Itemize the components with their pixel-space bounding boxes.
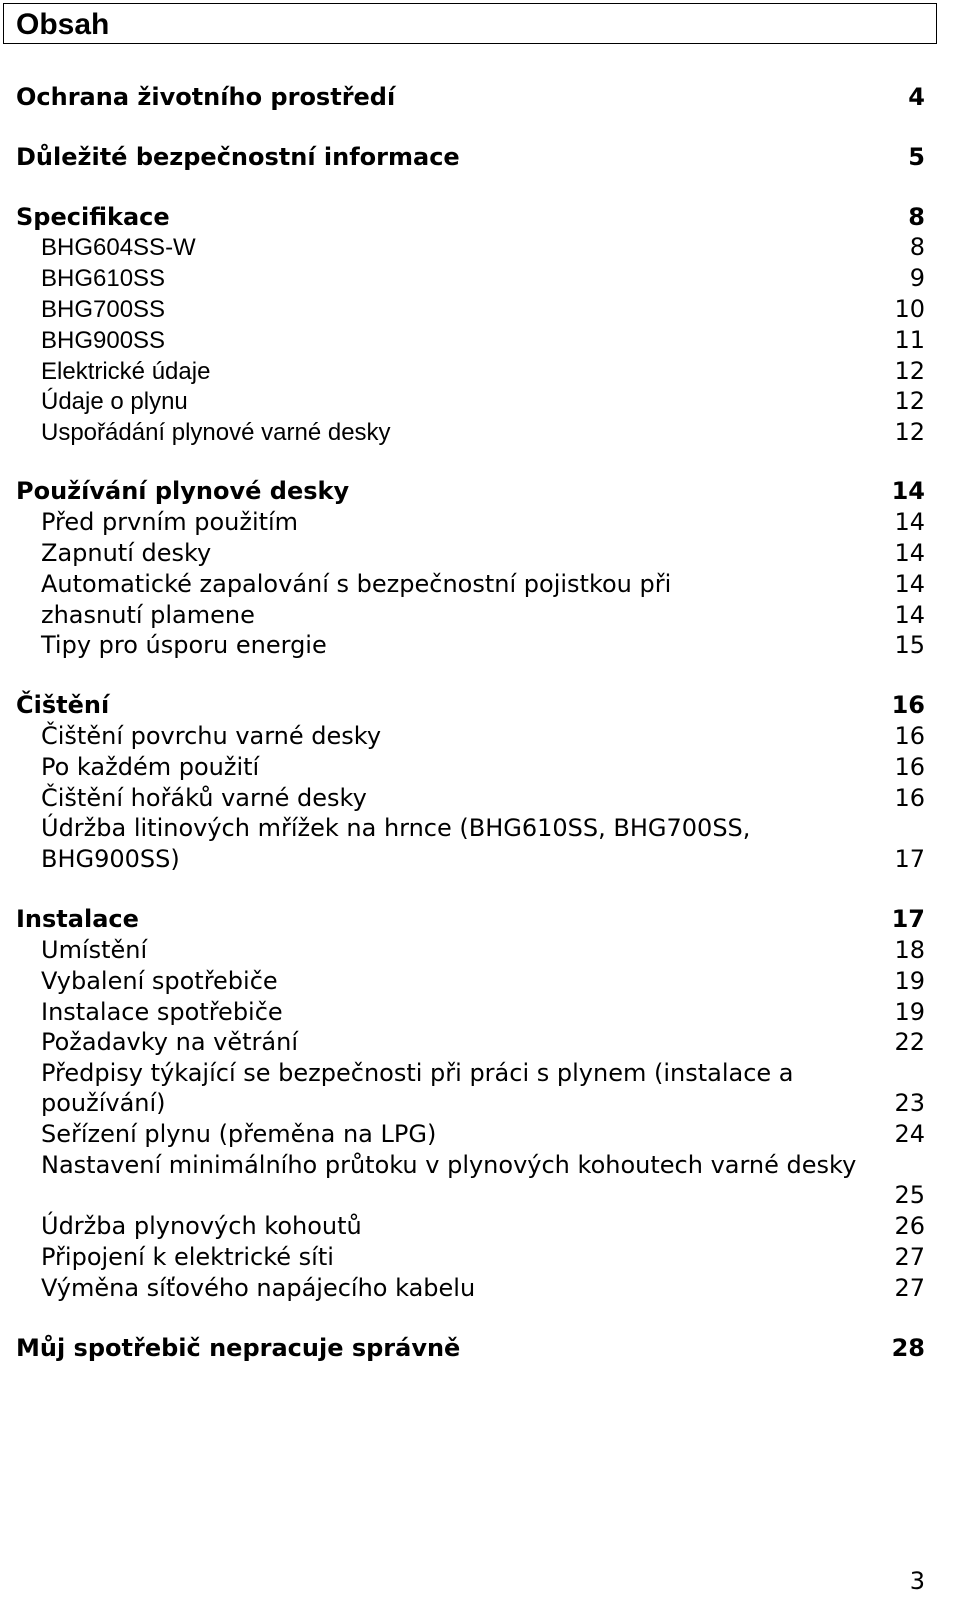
toc-entry-page: 14 (894, 570, 925, 598)
toc-entry-page: 14 (894, 539, 925, 567)
toc-entry-label: Seřízení plynu (přeměna na LPG) (41, 1120, 437, 1148)
toc-entry-page: 10 (894, 295, 925, 323)
toc-entry-page: 16 (894, 753, 925, 781)
toc-entry-page: 14 (894, 508, 925, 536)
toc-subentry[interactable] (0, 1242, 960, 1273)
toc-subentry[interactable] (0, 386, 960, 417)
toc-entry-page: 16 (894, 722, 925, 750)
toc-subentry[interactable] (0, 997, 960, 1028)
toc-section-entry[interactable] (0, 1333, 960, 1364)
toc-entry-label: Nastavení minimálního průtoku v plynových kohoutech varné desky (41, 1151, 857, 1179)
toc-section-entry[interactable] (0, 142, 960, 173)
toc-entry-page: 8 (908, 203, 925, 231)
toc-subentry[interactable] (0, 600, 960, 631)
toc-entry-label: používání) (41, 1089, 166, 1117)
toc-entry-page: 19 (894, 998, 925, 1026)
toc-subentry[interactable] (0, 507, 960, 538)
toc-entry-page: 28 (891, 1334, 925, 1362)
toc-entry-label: Automatické zapalování s bezpečnostní pojistkou při (41, 570, 672, 598)
toc-entry-page: 14 (894, 601, 925, 629)
toc-subentry[interactable] (0, 417, 960, 448)
toc-entry-label: Čištění (16, 691, 110, 719)
toc-entry-page: 14 (891, 477, 925, 505)
toc-entry-label: Před prvním použitím (41, 508, 299, 536)
toc-subentry[interactable] (0, 844, 960, 875)
toc-subentry[interactable] (0, 538, 960, 569)
toc-entry-page: 18 (894, 936, 925, 964)
toc-entry-label: Po každém použití (41, 753, 260, 781)
toc-subentry[interactable] (0, 935, 960, 966)
toc-entry-page: 24 (894, 1120, 925, 1148)
toc-entry-label: Ochrana životního prostředí (16, 83, 396, 111)
toc-entry-label: Předpisy týkající se bezpečnosti při práci s plynem (instalace a (41, 1059, 794, 1087)
toc-entry-label: Čištění hořáků varné desky (41, 784, 367, 812)
toc-entry-page: 16 (891, 691, 925, 719)
toc-entry-label: Údržba litinových mřížek na hrnce (BHG610SS, BHG700SS, (41, 814, 751, 842)
toc-entry-page: 25 (894, 1181, 925, 1209)
toc-subentry[interactable] (0, 569, 960, 600)
toc-entry-page: 27 (894, 1243, 925, 1271)
toc-subentry[interactable] (0, 966, 960, 997)
toc-entry-label: Zapnutí desky (41, 539, 212, 567)
toc-subentry[interactable] (0, 1180, 960, 1211)
toc-entry-page: 11 (894, 326, 925, 354)
toc-entry-page: 23 (894, 1089, 925, 1117)
toc-subentry[interactable] (0, 630, 960, 661)
toc-entry-label: Instalace (16, 905, 139, 933)
toc-entry-label: zhasnutí plamene (41, 601, 255, 629)
toc-entry-label: BHG700SS (41, 296, 166, 323)
toc-subentry[interactable] (0, 263, 960, 294)
toc-entry-page: 22 (894, 1028, 925, 1056)
toc-entry-page: 5 (908, 143, 925, 171)
toc-section-entry[interactable] (0, 476, 960, 507)
toc-subentry[interactable] (0, 1211, 960, 1242)
toc-entry-page: 4 (908, 83, 925, 111)
toc-entry-label: Výměna síťového napájecího kabelu (41, 1274, 476, 1302)
toc-entry-label: Instalace spotřebiče (41, 998, 283, 1026)
toc-subentry[interactable] (0, 1058, 960, 1089)
toc-entry-label: Můj spotřebič nepracuje správně (16, 1334, 461, 1362)
toc-entry-label: Uspořádání plynové varné desky (41, 419, 391, 446)
toc-entry-label: Vybalení spotřebiče (41, 967, 278, 995)
toc-subentry[interactable] (0, 721, 960, 752)
toc-entry-page: 27 (894, 1274, 925, 1302)
toc-entry-label: Údaje o plynu (41, 388, 188, 415)
toc-subentry[interactable] (0, 232, 960, 263)
toc-subentry[interactable] (0, 1119, 960, 1150)
toc-entry-label: Používání plynové desky (16, 477, 350, 505)
toc-entry-page: 19 (894, 967, 925, 995)
toc-entry-page: 12 (894, 387, 925, 415)
toc-entry-label: Čištění povrchu varné desky (41, 722, 382, 750)
toc-entry-label: BHG604SS-W (41, 234, 196, 261)
toc-entry-label: Údržba plynových kohoutů (41, 1212, 362, 1240)
toc-entry-page: 15 (894, 631, 925, 659)
toc-entry-page: 9 (909, 264, 925, 292)
toc-section-entry[interactable] (0, 904, 960, 935)
toc-entry-page: 12 (894, 418, 925, 446)
toc-entry-page: 26 (894, 1212, 925, 1240)
toc-entry-label: Tipy pro úsporu energie (41, 631, 327, 659)
toc-subentry[interactable] (0, 1150, 960, 1181)
page-number: 3 (909, 1567, 925, 1595)
toc-entry-page: 16 (894, 784, 925, 812)
toc-entry-label: Připojení k elektrické síti (41, 1243, 334, 1271)
toc-entry-label: Důležité bezpečnostní informace (16, 143, 460, 171)
toc-entry-label: Specifikace (16, 203, 170, 231)
toc-subentry[interactable] (0, 1027, 960, 1058)
toc-section-entry[interactable] (0, 82, 960, 113)
toc-entry-label: Elektrické údaje (41, 358, 211, 385)
toc-subentry[interactable] (0, 294, 960, 325)
toc-entry-page: 8 (909, 233, 925, 261)
toc-entry-label: BHG900SS (41, 327, 166, 354)
page-title: Obsah (16, 8, 110, 41)
toc-entry-label: Umístění (41, 936, 148, 964)
toc-entry-label: Požadavky na větrání (41, 1028, 299, 1056)
toc-subentry[interactable] (0, 1088, 960, 1119)
toc-subentry[interactable] (0, 752, 960, 783)
toc-section-entry[interactable] (0, 690, 960, 721)
toc-section-entry[interactable] (0, 202, 960, 233)
toc-subentry[interactable] (0, 783, 960, 814)
toc-entry-label: BHG610SS (41, 265, 166, 292)
toc-subentry[interactable] (0, 1273, 960, 1304)
toc-subentry[interactable] (0, 325, 960, 356)
toc-subentry[interactable] (0, 356, 960, 387)
toc-entry-label: BHG900SS) (41, 845, 180, 873)
toc-entry-page: 17 (894, 845, 925, 873)
toc-entry-page: 17 (891, 905, 925, 933)
toc-entry-page: 12 (894, 357, 925, 385)
toc-subentry[interactable] (0, 813, 960, 844)
